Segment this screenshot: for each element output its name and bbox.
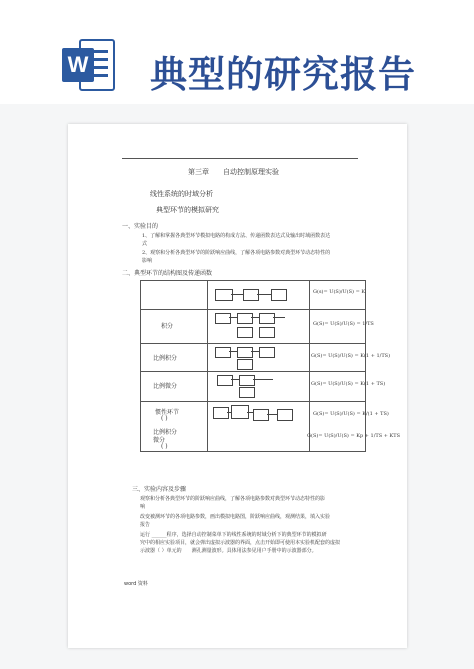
- banner-header: [0, 0, 474, 104]
- table-cell-name: 惯性环节: [155, 409, 180, 416]
- table-cell-name: 比例微分: [153, 383, 178, 390]
- header-rule: [122, 158, 358, 159]
- paragraph-line: 运行 ______程序，选择自动控制菜单下的线性系统的时域分析下的典型环节的模拟研: [140, 532, 327, 538]
- table-cell-name: 比例积分: [153, 355, 178, 362]
- word-icon: [60, 36, 116, 94]
- paragraph-line: 1、了解和掌握各典型环节模拟电路的构成方法、传递函数表达式及输出时域函数表达: [142, 233, 331, 239]
- footer-label: word 资料: [124, 581, 148, 587]
- transfer-function: G(S)= U(S)/U(S) = 1/TS: [313, 321, 374, 327]
- section-title: 线性系统的时域分析: [150, 190, 213, 198]
- transfer-function: G(S)= U(S)/U(S) = Kp + 1/TS + KTS: [307, 433, 401, 439]
- paragraph-line: 影响: [142, 258, 153, 264]
- table-row-line: [141, 401, 365, 402]
- page-title: 典型的研究报告: [150, 53, 416, 96]
- transfer-function: G(S)= U(S)/U(S) = K/(1 + TS): [313, 411, 389, 417]
- svg-text:W: W: [67, 52, 89, 77]
- section-heading: 一、实验目的: [122, 223, 159, 230]
- subsection-title: 典型环节的模拟研究: [156, 206, 219, 214]
- paragraph-line: 究中的相应实验项目，就会弹出虚拟示波器的界面，点击开始即可使用本实验机配套的虚拟: [140, 540, 341, 546]
- table-cell-name: 积分: [161, 323, 174, 330]
- paragraph-line: 式: [142, 241, 148, 247]
- paragraph-line: 报告: [140, 522, 151, 528]
- paragraph-line: 响: [140, 504, 146, 510]
- paragraph-line: 2、观察和分析各典型环节的阶跃响应曲线，了解各项电路参数对典型环节动态特性的: [142, 250, 331, 256]
- table-divider: [207, 281, 208, 451]
- transfer-function: G(s)= U(S)/U(S) = K: [313, 289, 366, 295]
- paragraph-line: 观察和分析各典型环节的阶跃响应曲线，了解各项电路参数对典型环节动态特性的影: [140, 496, 326, 502]
- table-cell-name: 比例积分: [153, 429, 178, 436]
- table-cell-paren: ( ): [161, 443, 168, 450]
- paragraph-line: 示波器（ ）单元的 测孔测量波形。具体用法参见用户手册中的示波器部分。: [140, 548, 317, 554]
- section-heading: 二、典型环节的结构图及传递函数: [122, 270, 213, 277]
- table-divider: [309, 281, 310, 451]
- transfer-function: G(S)= U(S)/U(S) = K(1 + TS): [311, 381, 386, 387]
- table-row-line: [141, 309, 365, 310]
- chapter-title: 第三章 自动控制原理实验: [188, 168, 279, 176]
- table-cell-paren: ( ): [161, 415, 168, 422]
- table-row-line: [141, 371, 365, 372]
- section-heading: 三、实验内容及步骤: [132, 486, 187, 493]
- table-cell-name: 微分: [153, 437, 166, 444]
- transfer-function-table: [140, 280, 401, 452]
- table-row-line: [141, 343, 365, 344]
- paragraph-line: 改变被测环节的各项电路参数，画出模拟电路图，阶跃响应曲线，观测结果，填入实验: [140, 514, 331, 520]
- transfer-function: G(S)= U(S)/U(S) = K(1 + 1/TS): [311, 353, 391, 359]
